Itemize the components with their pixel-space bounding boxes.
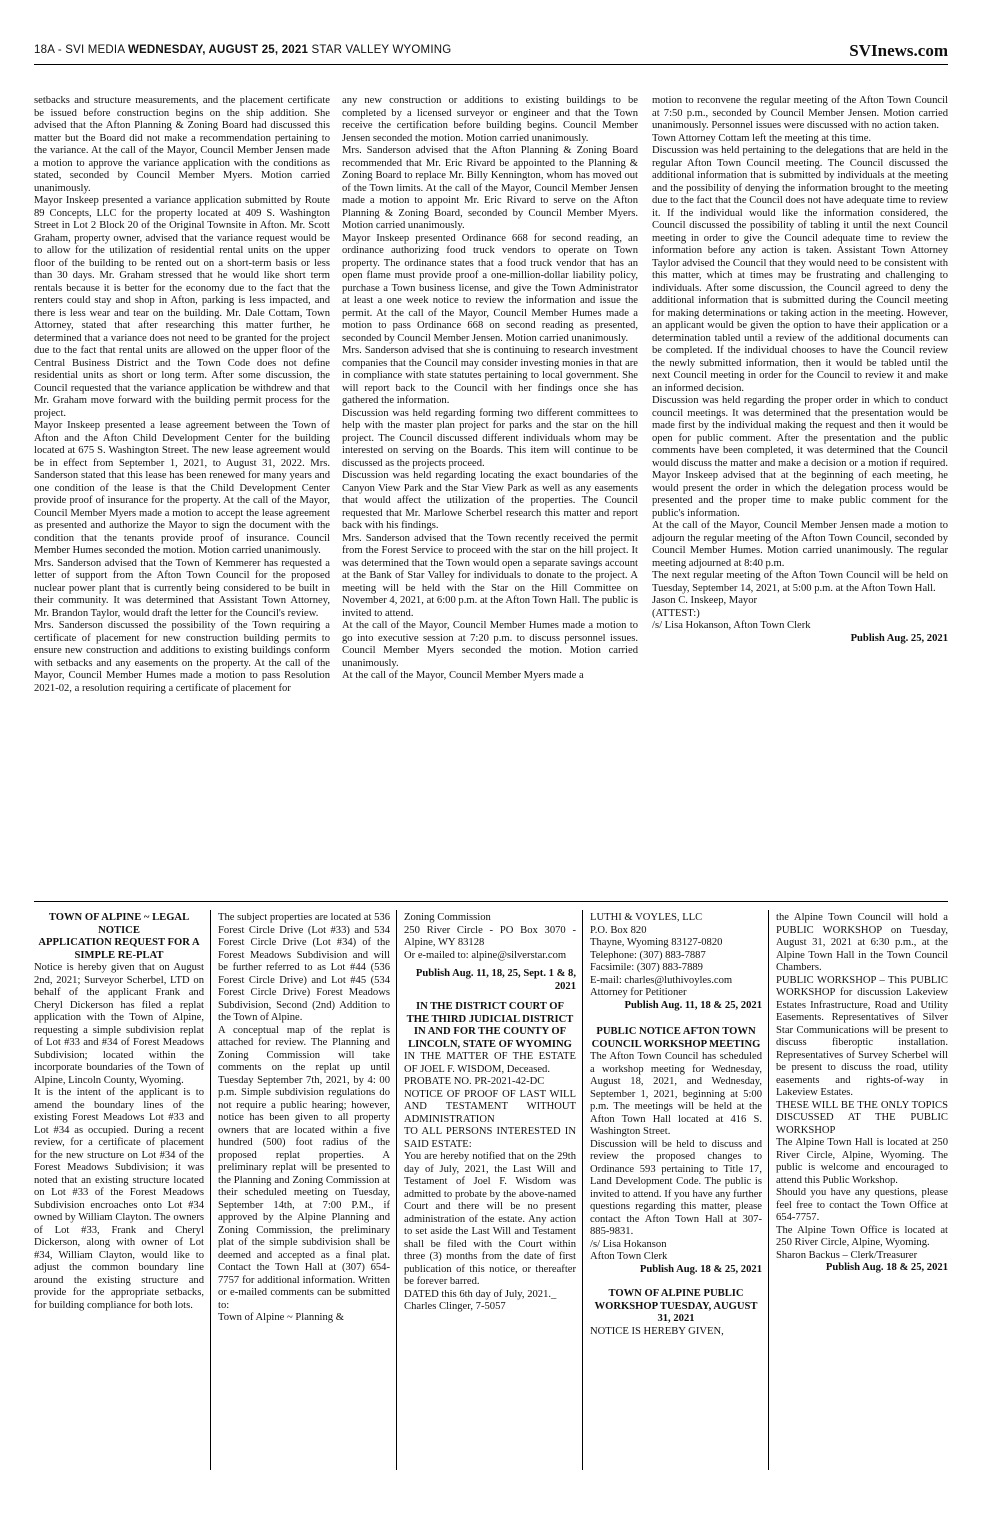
page-header [34, 42, 948, 65]
signature-line: Sharon Backus – Clerk/Treasurer [776, 1249, 918, 1261]
address-line: E-mail: charles@luthivoyles.com [590, 974, 733, 986]
paragraph: At the call of the Mayor, Council Member Myers made a [342, 670, 584, 681]
address-line: Telephone: (307) 883-7887 [590, 949, 706, 961]
notice-title: TOWN OF ALPINE ~ LEGAL NOTICE [48, 912, 190, 936]
column-rule [210, 910, 211, 1470]
signature-line: /s/ Lisa Hokanson [590, 1238, 667, 1250]
paragraph: Mrs. Sanderson advised that she is continuing to research investment companies that the Council may consider investing monies in that are in compliance with state statutes pertaining to local government. She will report back to the Council with her findings once she has gathered the information. [342, 345, 638, 406]
paragraph: Discussion was held regarding forming two different committees to help with the master plan project for parks and the star on the hill project. The Council discussed different individuals whom may be interested on serving on the Boards. This item will continue to be discussed as the projects proceed. [342, 407, 638, 469]
paragraph: NOTICE IS HEREBY GIVEN, [590, 1325, 724, 1337]
minutes-column-1 [34, 95, 330, 895]
paragraph: Discussion was held regarding locating the exact boundaries of the Canyon View Park and the Star View Park as well as any easements that would affect the utilization of the properties. The Council requested that Mr. Marlowe Scherbel research this matter and report back with his findings. [342, 470, 638, 531]
notice-column-4 [590, 912, 762, 1468]
address-line: Thayne, Wyoming 83127-0820 [590, 937, 723, 948]
paragraph: PUBLIC WORKSHOP – This PUBLIC WORKSHOP for discussion Lakeview Estates Infrastructure, Road and Utility Easements. Representatives of Silver Star Communications will be present to discuss fiberoptic installation. Representatives of Survey Scherbel will be present to discuss the road, utility easements and rights-of-way in Lakeview Estates. [776, 974, 948, 1098]
paragraph: NOTICE OF PROOF OF LAST WILL AND TESTAMENT WITHOUT ADMINISTRATION [404, 1088, 576, 1125]
notice-title: PUBLIC NOTICE AFTON TOWN COUNCIL WORKSHOP MEETING [591, 1026, 761, 1050]
folio-line [34, 44, 451, 56]
paragraph: Mayor Inskeep presented Ordinance 668 for second reading, an ordinance authorizing food truck vendors to operate on Town property. The ordinance states that a food truck vendor that has an open flame must provide proof a one-million-dollar liability policy, purchase a Town business license, and give the Town Administrator at least a one week notice to review the information and issue the permit. At the call of the Mayor, Council Member Humes made a motion to pass Ordinance 668 on second reading as presented, seconded by Council Member Jensen. Motion carried unanimously. [342, 232, 638, 344]
publish-date: Publish Aug. 25, 2021 [850, 632, 948, 644]
paragraph: Town of Alpine ~ Planning & [218, 1312, 344, 1323]
paragraph: any new construction or additions to existing buildings to be completed by a licensed surveyor or engineer and that the Town receive the certification before building begins. Council Member Jensen seconded the motion. Motion carried unanimously. [342, 95, 638, 144]
paragraph: Discussion was held pertaining to the delegations that are held in the regular Afton Town Council meeting. The Council discussed the additional information that is submitted by individuals at the meeting and the possibility of denying the information brought to the meeting due to the fact that the Council does not have adequate time to review it. If the individual would like the information considered, the Council discussed the possibility of tabling it until the next Council meeting in order to give the Council adequate time to review the information before any action is taken. Assistant Town Attorney Taylor advised the Council that they would need to be consistent with this matter, which at times may be frustrating and challenging to individuals. After some discussion, the Council agreed to deny the additional information that is submitted during the Council meeting for making determinations or taking action in the meeting. However, an applicant would be given the option to have their application or a determination tabled until a review of the additional documents can be completed. If the individual chooses to have the Council review the newly submitted information, then it would be tabled until the next Council meeting in order for the Council to review it and make an informed decision. [652, 145, 948, 394]
notice-column-5 [776, 912, 948, 1468]
paragraph: TO ALL PERSONS INTERESTED IN SAID ESTATE: [404, 1126, 576, 1150]
address-line: Zoning Commission [404, 912, 491, 923]
notice-title: TOWN OF ALPINE PUBLIC WORKSHOP TUESDAY, AUGUST 31, 2021 [594, 1288, 758, 1324]
notice-subtitle: APPLICATION REQUEST FOR A SIMPLE RE-PLAT [38, 937, 200, 961]
address-line: Attorney for Petitioner [590, 987, 687, 998]
paragraph: Mrs. Sanderson advised that the Town of Kemmerer has requested a letter of support from the Afton Town Council for the proposed nuclear power plant that is currently being considered to be built in their community. It was determined that Assistant Town Attorney, Mr. Brandon Taylor, would draft the letter for the Council's review. [34, 557, 330, 619]
paragraph: A conceptual map of the replat is attached for review. The Planning and Zoning Commission will take comments on the replat up until Tuesday September 7th, 2021, by 4: 00 p.m. Simple subdivision regulations do not require a public hearing; however, notice has been given to all property owners that are located within a five hundred (500) foot radius of the proposed replat properties. A preliminary replat will be presented to the Planning and Zoning Commission at their scheduled meeting on Tuesday, September 14th, at 7:00 P.M., if approved by the Alpine Planning and Zoning Commission, the preliminary plat of the simple subdivision shall be deemed and accepted as a final plat. Contact the Town Hall at (307) 654-7757 for additional information. Written or e-mailed comments can be submitted to: [218, 1024, 390, 1311]
paragraph: It is the intent of the applicant is to amend the boundary lines of the existing Forest Meadows Lot #33 and Lot #34 as occupied. During a recent review, for a certificate of placement for the new structure on Lot #34 of the Forest Meadows Subdivision; it was noted that an existing structure located on Lot #33 of the Forest Meadows Subdivision encroaches onto Lot #34 owned by William Clayton. The owners of Lot #33, Frank and Cheryl Dickerson, along with owner of Lot #34, William Clayton, would like to adjust the common boundary line around the existing structure and provide for the appropriate setbacks, for building compliance for both lots. [34, 1087, 204, 1311]
paragraph: At the call of the Mayor, Council Member Humes made a motion to go into executive session at 7:20 p.m. to discuss personnel issues. Council Member Myers seconded the motion. Motion carried unanimously. [342, 620, 638, 669]
signature-line: Afton Town Clerk [590, 1251, 668, 1262]
publish-date: Publish Aug. 11, 18, 25, Sept. 1 & 8, 2021 [415, 968, 576, 992]
address-line: P.O. Box 820 [590, 924, 647, 936]
column-rule [396, 910, 397, 1470]
paragraph: the Alpine Town Council will hold a PUBLIC WORKSHOP on Tuesday, August 31, 2021 at 6:30 p.m., at the Alpine Town Hall in the Town Council Chambers. [776, 912, 948, 973]
paragraph: Notice is hereby given that on August 2nd, 2021; Surveyor Scherbel, LTD on behalf of the applicant Frank and Cheryl Dickerson has filed a replat application with the Town of Alpine, requesting a simple subdivision replat of Lot #33 and #34 of Forest Meadows Subdivision; located within the incorporate boundaries of the Town of Alpine, Lincoln County, Wyoming. [34, 962, 204, 1086]
paragraph: IN THE MATTER OF THE ESTATE OF JOEL F. WISDOM, Deceased. [404, 1051, 576, 1075]
paragraph: DATED this 6th day of July, 2021._ [404, 1288, 557, 1300]
paragraph: At the call of the Mayor, Council Member Jensen made a motion to adjourn the regular meeting of the Afton Town Council, seconded by Council Member Humes. Motion carried unanimously. The regular meeting adjourned at 8:40 p.m. [652, 520, 948, 569]
column-rule [768, 910, 769, 1470]
notice-column-2 [218, 912, 390, 1468]
paragraph: The next regular meeting of the Afton Town Council will be held on Tuesday, September 14, 2021, at 5:00 p.m. at the Afton Town Hall. [652, 570, 948, 594]
paragraph: The Afton Town Council has scheduled a workshop meeting for Wednesday, August 18, 2021, and Wednesday, September 1, 2021, beginning at 5:00 p.m. The meetings will be held at the Afton Town Hall located at 416 S. Washington Street. [590, 1051, 762, 1137]
paragraph: The Alpine Town Office is located at 250 River Circle, Alpine, Wyoming. [776, 1224, 948, 1248]
signature-line: /s/ Lisa Hokanson, Afton Town Clerk [652, 620, 811, 631]
address-line: Facsimile: (307) 883-7889 [590, 962, 703, 973]
paragraph: motion to reconvene the regular meeting of the Afton Town Council at 7:50 p.m., seconded by Council Member Jensen. Motion carried unanimously. Personnel issues were discussed with no action taken. [652, 95, 948, 131]
paragraph: Town Attorney Cottam left the meeting at this time. [652, 132, 872, 144]
paragraph: PROBATE NO. PR-2021-42-DC [404, 1076, 545, 1087]
notice-column-3 [404, 912, 576, 1468]
folio-prefix: 18A - SVI MEDIA [34, 44, 128, 56]
folio-date: WEDNESDAY, AUGUST 25, 2021 [127, 44, 309, 56]
column-rule [582, 910, 583, 1470]
signature-line: Jason C. Inskeep, Mayor [652, 595, 758, 606]
paragraph: Discussion was held regarding the proper order in which to conduct council meetings. It was determined that the presentation would be made first by the individual making the request and then it would be open for public comment. After the presentation and the public comments have been completed, it was determined that the Council would discuss the matter and make a decision or a motion if required. Mayor Inskeep advised that at the beginning of each meeting, he would present the order in which the delegation process would be presented and the proper time to make public comment for the public's information. [652, 395, 948, 519]
folio-suffix: STAR VALLEY WYOMING [308, 44, 452, 56]
paragraph: Mayor Inskeep presented a lease agreement between the Town of Afton and the Afton Child Development Center for the building located at 675 S. Washington Street. The new lease agreement would be in effect from September 1, 2021, to August 31, 2022. Mrs. Sanderson stated that this lease has been renewed for many years and one condition of the lease is that the Child Development Center provide proof of insurance for the property. At the call of the Mayor, Council Member Myers made a motion to accept the lease agreement as presented and authorize the Mayor to sign the document with the condition that the tenants provide proof of insurance. Council Member Humes seconded the motion. Motion carried unanimously. [34, 420, 330, 556]
paragraph: Mrs. Sanderson advised that the Town recently received the permit from the Forest Service to proceed with the star on the hill project. It was determined that the Town would open a separate savings account at the Bank of Star Valley for individuals to donate to the project. A meeting will be held with the Star on the Hill Committee on November 4, 2021, at 6:00 p.m. at the Afton Town Hall. The public is invited to attend. [342, 532, 638, 619]
publish-date: Publish Aug. 18 & 25, 2021 [825, 1262, 948, 1273]
address-line: LUTHI & VOYLES, LLC [590, 912, 703, 923]
signature-line: (ATTEST:) [652, 607, 700, 619]
paragraph: Should you have any questions, please feel free to contact the Town Office at 654-7757. [776, 1187, 948, 1223]
paragraph: The Alpine Town Hall is located at 250 River Circle, Alpine, Wyoming. The public is welcome and encouraged to attend this Public Workshop. [776, 1137, 948, 1186]
paragraph: You are hereby notified that on the 29th day of July, 2021, the Last Will and Testament of Joel F. Wisdom was admitted to probate by the above-named Court and there will be no present administration of the estate. Any action to set aside the Last Will and Testament shall be filed with the Court within three (3) months from the date of first publication of this notice, or thereafter be forever barred. [404, 1151, 576, 1287]
paragraph: Mrs. Sanderson discussed the possibility of the Town requiring a certificate of placement for new construction building permits to ensure new construction and additions to existing buildings conform with setbacks and any easements on the property. At the call of the Mayor, Council Member Humes made a motion to pass Resolution 2021-02, a resolution requiring a certificate of placement for [34, 620, 330, 694]
minutes-column-2 [342, 95, 638, 895]
notice-title: IN THE DISTRICT COURT OF THE THIRD JUDICIAL DISTRICT IN AND FOR THE COUNTY OF LINCOLN, STATE OF WYOMING [406, 1001, 574, 1050]
minutes-column-3 [652, 95, 948, 895]
address-line: Or e-mailed to: alpine@silverstar.com [404, 949, 567, 961]
publish-date: Publish Aug. 18 & 25, 2021 [639, 1263, 762, 1275]
paragraph: Mayor Inskeep presented a variance application submitted by Route 89 Concepts, LLC for the property located at 409 S. Washington Street in Lot 2 Block 20 of the Original Townsite in Afton. Mr. Scott Graham, property owner, advised that the variance request would be to allow for the utilization of residential rental units on the upper floor of the building to be rented out on a short-term basis or less than 30 days. Mr. Graham stressed that he would like short term rentals because it is better for the economy due to the fact that the renters could stay and shop in Afton, parking is less impacted, and there is less wear and tear on the building. Mr. Dale Cottam, Town Attorney, stated that after researching this matter further, he determined that a variance does not need to be granted for the project due to the fact that rental units are allowed on the upper floor of the Central Business District and the Town Code does not define residential units as short or long term. After some discussion, the Council requested that the variance application be withdrew and that Mr. Graham move forward with the building permit process for the project. [34, 195, 330, 419]
notice-column-1 [34, 912, 204, 1468]
signature-line: Charles Clinger, 7-5057 [404, 1301, 506, 1312]
paragraph: Mrs. Sanderson advised that the Afton Planning & Zoning Board recommended that Mr. Eric Rivard be appointed to the Planning & Zoning Board to replace Mr. Billy Kennington, whom has moved out of the Town limits. At the call of the Mayor, Council Member Jensen made a motion to appoint Mr. Eric Rivard to serve on the Afton Planning & Zoning Board, seconded by Council Member Myers. Motion carried unanimously. [342, 145, 638, 231]
paragraph: The subject properties are located at 536 Forest Circle Drive (Lot #33) and 534 Forest Circle Drive (Lot #34) of the Forest Meadows Subdivision and will be further referred to as Lot #44 (536 Forest Circle Drive) and Lot #45 (534 Forest Circle Drive) Forest Meadows Subdivision, Second (2nd) Addition to the Town of Alpine. [218, 912, 390, 1023]
site-name: SVInews.com [849, 41, 948, 60]
section-divider [34, 901, 948, 902]
address-line: 250 River Circle - PO Box 3070 - Alpine, WY 83128 [404, 924, 576, 948]
publish-date: Publish Aug. 11, 18 & 25, 2021 [624, 999, 762, 1011]
paragraph: setbacks and structure measurements, and the placement certificate be issued before construction begins on the ship addition. She advised that the Afton Planning & Zoning Board had discussed this matter but the Board did not make a recommendation pertaining to the variance. At the call of the Mayor, Council Member Jensen made a motion to approve the variance application with the conditions as stated, seconded by Council Member Myers. Motion carried unanimously. [34, 95, 330, 194]
paragraph: Discussion will be held to discuss and review the proposed changes to Ordinance 593 pertaining to Title 17, Land Development Code. The public is invited to attend. If you have any further questions regarding this matter, please contact the Afton Town Hall at 307-885-9831. [590, 1138, 762, 1237]
paragraph: THESE WILL BE THE ONLY TOPICS DISCUSSED AT THE PUBLIC WORKSHOP [776, 1099, 948, 1136]
